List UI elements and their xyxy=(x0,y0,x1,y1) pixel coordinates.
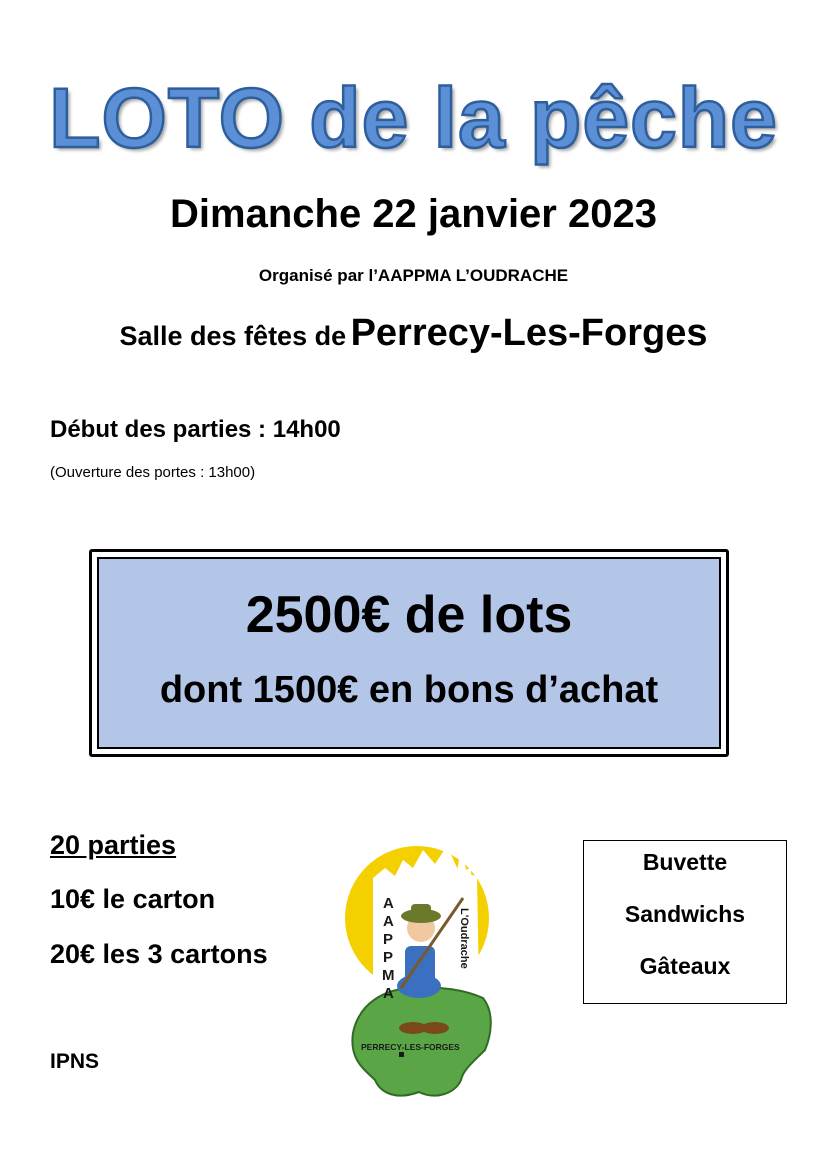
prize-total: 2500€ de lots xyxy=(245,586,573,644)
start-time: Début des parties : 14h00 xyxy=(50,416,341,443)
logo-letter-1: A xyxy=(383,895,394,912)
venue-town: Perrecy-Les-Forges xyxy=(350,312,708,354)
refreshment-sandwiches: Sandwichs xyxy=(624,901,746,927)
games-count: 20 parties xyxy=(50,830,177,860)
logo-name: L'Oudrache xyxy=(458,908,470,969)
price-three-cards: 20€ les 3 cartons xyxy=(50,939,268,969)
refreshments-box xyxy=(583,840,787,1004)
logo-letter-3: P xyxy=(383,931,394,948)
logo-letter-5: M xyxy=(382,967,395,984)
refreshment-cakes: Gâteaux xyxy=(639,953,731,979)
price-single-card: 10€ le carton xyxy=(50,884,216,914)
refreshment-drinks: Buvette xyxy=(642,849,728,875)
prize-box xyxy=(89,549,729,757)
organizer: Organisé par l’AAPPMA L’OUDRACHE xyxy=(258,266,569,285)
logo-town: PERRECY-LES-FORGES xyxy=(361,1042,460,1052)
aappma-logo-graphic xyxy=(345,838,495,1103)
prize-vouchers: dont 1500€ en bons d’achat xyxy=(159,669,659,711)
venue-prefix: Salle des fêtes de xyxy=(119,321,347,351)
doors-opening: (Ouverture des portes : 13h00) xyxy=(50,464,256,481)
event-date: Dimanche 22 janvier 2023 xyxy=(170,192,657,236)
logo-letter-4: P xyxy=(383,949,394,966)
poster-title: LOTO de la pêche xyxy=(49,71,778,165)
aappma-logo xyxy=(345,838,495,1103)
prize-box-inner xyxy=(97,557,721,749)
ipns-label: IPNS xyxy=(50,1050,100,1073)
logo-letter-6: A xyxy=(383,985,394,1002)
logo-letter-2: A xyxy=(383,913,394,930)
venue xyxy=(0,312,827,355)
